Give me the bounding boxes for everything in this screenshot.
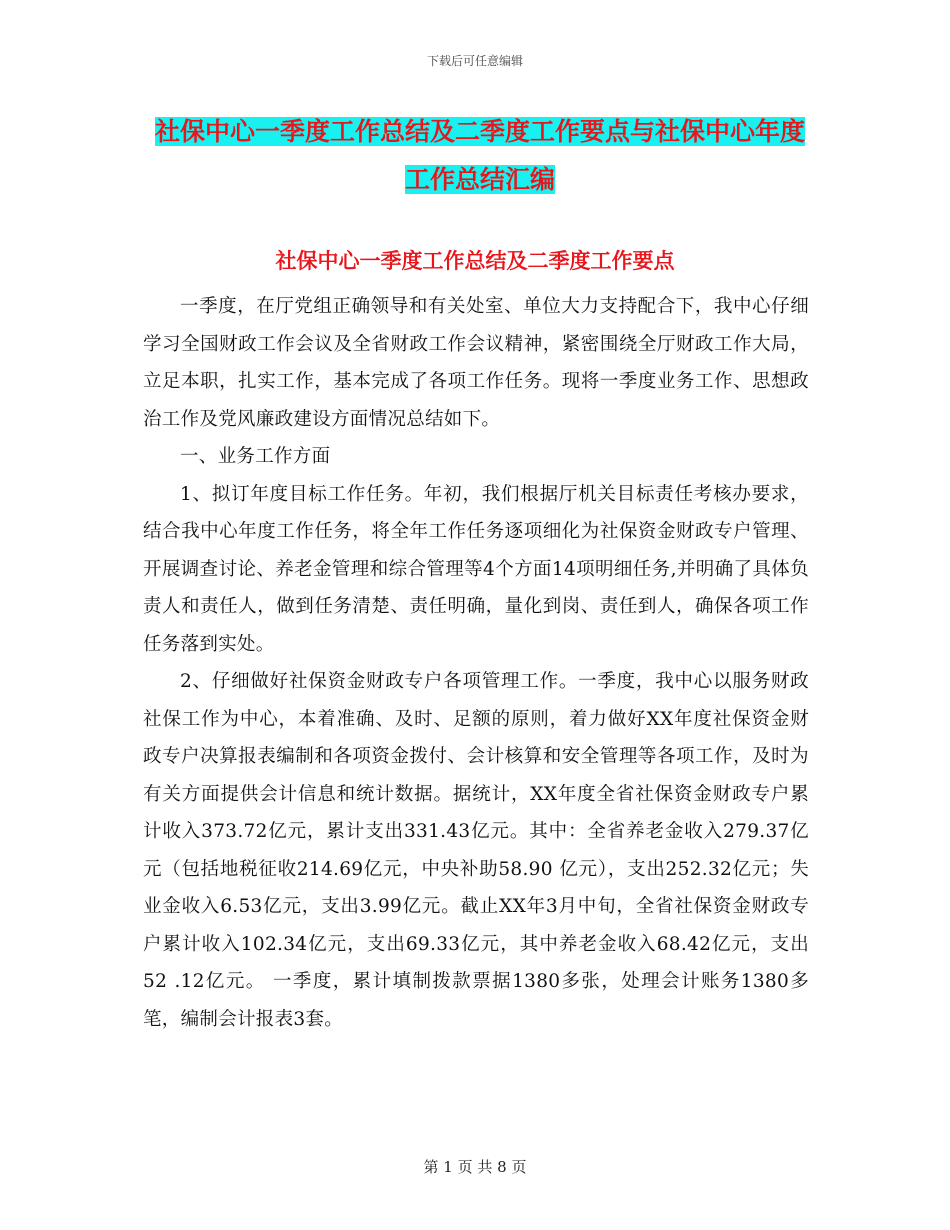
document-body: [143, 288, 809, 1038]
paragraph-item-1: 1、拟订年度目标工作任务。年初，我们根据厅机关目标责任考核办要求，结合我中心年度工作任务，将全年工作任务逐项细化为社保资金财政专户管理、开展调查讨论、养老金管理和综合管理等4个方面14项明细任务,并明确了具体负责人和责任人，做到任务清楚、责任明确，量化到岗、责任到人，确保各项工作任务落到实处。: [143, 483, 809, 655]
page-header-note: 下载后可任意编辑: [426, 54, 523, 68]
section-title: 社保中心一季度工作总结及二季度工作要点: [275, 248, 675, 273]
document-title-text: 社保中心一季度工作总结及二季度工作要点与社保中心年度工作总结汇编: [154, 117, 805, 194]
page-footer: 第 1 页 共 8 页: [423, 1158, 527, 1176]
document-title: [150, 108, 810, 204]
paragraph-intro: 一季度，在厅党组正确领导和有关处室、单位大力支持配合下，我中心仔细学习全国财政工作会议及全省财政工作会议精神，紧密围绕全厅财政工作大局，立足本职，扎实工作，基本完成了各项工作任务。现将一季度业务工作、思想政治工作及党风廉政建设方面情况总结如下。: [143, 296, 809, 430]
paragraph-item-2: 2、仔细做好社保资金财政专户各项管理工作。一季度，我中心以服务财政社保工作为中心，本着准确、及时、足额的原则，着力做好XX年度社保资金财政专户决算报表编制和各项资金拨付、会计核算和安全管理等各项工作，及时为有关方面提供会计信息和统计数据。据统计，XX年度全省社保资金财政专户累计收入373.72亿元，累计支出331.43亿元。其中：全省养老金收入279.37亿元（包括地税征收214.69亿元，中央补助58.90 亿元），支出252.32亿元；失业金收入6.53亿元，支出3.99亿元。截止XX年3月中旬，全省社保资金财政专户累计收入102.34亿元，支出69.33亿元，其中养老金收入68.42亿元，支出52 .12亿元。 一季度，累计填制拨款票据1380多张，处理会计账务1380多笔，编制会计报表3套。: [143, 671, 809, 1030]
paragraph-heading-business: 一、业务工作方面: [180, 446, 331, 467]
